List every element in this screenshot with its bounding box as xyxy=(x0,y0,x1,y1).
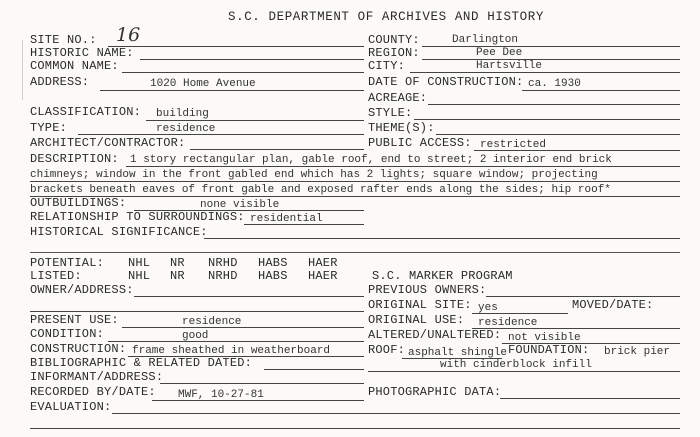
date-of-construction-value: ca. 1930 xyxy=(528,78,581,90)
moved-date-label: MOVED/DATE: xyxy=(572,298,654,312)
city-value: Hartsville xyxy=(476,60,543,72)
date-of-construction-label: DATE OF CONSTRUCTION: xyxy=(368,75,524,89)
region-value: Pee Dee xyxy=(476,47,523,59)
owner-address-underline-2 xyxy=(30,311,364,312)
photographic-data-label: PHOTOGRAPHIC DATA: xyxy=(368,385,502,399)
marker-program-label: S.C. MARKER PROGRAM xyxy=(372,269,513,283)
description-underline-3 xyxy=(30,196,680,197)
altered-label: ALTERED/UNALTERED: xyxy=(368,328,502,342)
present-use-value: residence xyxy=(182,316,242,328)
style-label: STYLE: xyxy=(368,106,413,120)
public-access-value: restricted xyxy=(480,139,547,151)
original-site-label: ORIGINAL SITE: xyxy=(368,298,472,312)
architect-contractor-underline xyxy=(190,149,364,150)
outbuildings-value: none visible xyxy=(200,199,280,211)
previous-owners-label: PREVIOUS OWNERS: xyxy=(368,283,487,297)
city-label: CITY: xyxy=(368,59,406,73)
construction-label: CONSTRUCTION: xyxy=(30,342,127,356)
condition-underline xyxy=(108,341,364,342)
present-use-underline xyxy=(122,327,364,328)
acreage-underline xyxy=(428,104,680,105)
relationship-value: residential xyxy=(250,213,323,225)
listed-haer: HAER xyxy=(308,269,338,283)
outbuildings-label: OUTBUILDINGS: xyxy=(30,196,127,210)
potential-nrhd: NRHD xyxy=(208,256,238,270)
type-underline xyxy=(78,134,364,135)
site-no-value: 16 xyxy=(116,24,141,46)
scan-edge-line xyxy=(22,40,23,100)
classification-value: building xyxy=(156,108,209,120)
recorded-by-value: MWF, 10-27-81 xyxy=(178,389,264,401)
listed-nr: NR xyxy=(170,269,185,283)
condition-label: CONDITION: xyxy=(30,327,105,341)
historic-name-label: HISTORIC NAME: xyxy=(30,46,134,60)
address-label: ADDRESS: xyxy=(30,75,90,89)
region-underline xyxy=(422,59,680,60)
description-line-2: chimneys; window in the front gabled end which has 2 lights; square window; projecting xyxy=(30,169,598,181)
evaluation-label: EVALUATION: xyxy=(30,400,112,414)
historical-significance-label: HISTORICAL SIGNIFICANCE: xyxy=(30,225,208,239)
form-title: S.C. DEPARTMENT OF ARCHIVES AND HISTORY xyxy=(228,10,544,24)
original-use-underline xyxy=(472,328,680,329)
description-line-1: 1 story rectangular plan, gable roof, end to street; 2 interior end brick xyxy=(130,154,612,166)
original-use-label: ORIGINAL USE: xyxy=(368,313,465,327)
common-name-underline xyxy=(122,72,364,73)
original-site-value: yes xyxy=(478,302,498,314)
foundation-label: FOUNDATION: xyxy=(508,343,590,357)
county-value: Darlington xyxy=(452,34,519,46)
relationship-label: RELATIONSHIP TO SURROUNDINGS: xyxy=(30,210,245,224)
description-label: DESCRIPTION: xyxy=(30,152,119,166)
bibliographic-label: BIBLIOGRAPHIC & RELATED DATED: xyxy=(30,356,253,370)
listed-nrhd: NRHD xyxy=(208,269,238,283)
acreage-label: ACREAGE: xyxy=(368,91,428,105)
present-use-label: PRESENT USE: xyxy=(30,313,119,327)
roof-label: ROOF: xyxy=(368,343,406,357)
foundation-value-2: with cinderblock infill xyxy=(440,359,592,371)
relationship-underline xyxy=(244,224,364,225)
date-of-construction-underline xyxy=(522,90,680,91)
description-underline-2 xyxy=(30,181,680,182)
altered-value: not visible xyxy=(508,332,581,344)
condition-value: good xyxy=(182,330,209,342)
themes-underline xyxy=(436,134,680,135)
bibliographic-underline xyxy=(264,369,364,370)
classification-label: CLASSIFICATION: xyxy=(30,105,142,119)
construction-value: frame sheathed in weatherboard xyxy=(132,345,331,357)
potential-label: POTENTIAL: xyxy=(30,256,105,270)
listed-label: LISTED: xyxy=(30,269,82,283)
original-site-underline xyxy=(472,313,568,314)
recorded-by-label: RECORDED BY/DATE: xyxy=(30,385,156,399)
potential-nhl: NHL xyxy=(128,256,151,270)
potential-haer: HAER xyxy=(308,256,338,270)
informant-label: INFORMANT/ADDRESS: xyxy=(30,370,164,384)
public-access-underline xyxy=(474,150,680,151)
evaluation-underline xyxy=(112,413,680,414)
potential-nr: NR xyxy=(170,256,185,270)
potential-habs: HABS xyxy=(258,256,288,270)
foundation-value: brick pier xyxy=(604,346,671,358)
listed-habs: HABS xyxy=(258,269,288,283)
informant-underline xyxy=(160,383,364,384)
county-underline xyxy=(422,46,680,47)
section-divider xyxy=(30,252,680,253)
description-underline-1 xyxy=(126,166,680,167)
historical-significance-underline xyxy=(204,238,680,239)
owner-address-underline xyxy=(134,296,364,297)
photographic-data-underline xyxy=(500,398,680,399)
previous-owners-underline xyxy=(486,296,680,297)
site-no-label: SITE NO.: xyxy=(30,33,97,47)
roof-value: asphalt shingle xyxy=(408,347,508,359)
region-label: REGION: xyxy=(368,46,420,60)
address-underline xyxy=(100,90,364,91)
original-use-value: residence xyxy=(478,317,538,329)
themes-label: THEME(S): xyxy=(368,121,435,135)
classification-underline xyxy=(146,120,364,121)
style-underline xyxy=(414,119,680,120)
listed-nhl: NHL xyxy=(128,269,151,283)
site-no-underline xyxy=(108,46,364,47)
address-value: 1020 Home Avenue xyxy=(150,78,256,90)
type-label: TYPE: xyxy=(30,121,68,135)
evaluation-underline-2 xyxy=(30,428,680,429)
type-value: residence xyxy=(156,123,216,135)
owner-address-label: OWNER/ADDRESS: xyxy=(30,283,134,297)
historic-name-underline xyxy=(140,59,364,60)
public-access-label: PUBLIC ACCESS: xyxy=(368,136,472,150)
architect-contractor-label: ARCHITECT/CONTRACTOR: xyxy=(30,136,186,150)
common-name-label: COMMON NAME: xyxy=(30,59,119,73)
foundation-underline-2 xyxy=(368,371,680,372)
county-label: COUNTY: xyxy=(368,33,420,47)
recorded-by-underline xyxy=(152,400,364,401)
city-underline xyxy=(410,72,680,73)
description-line-3: brackets beneath eaves of front gable and exposed rafter ends along the sides; hip roof* xyxy=(30,184,611,196)
